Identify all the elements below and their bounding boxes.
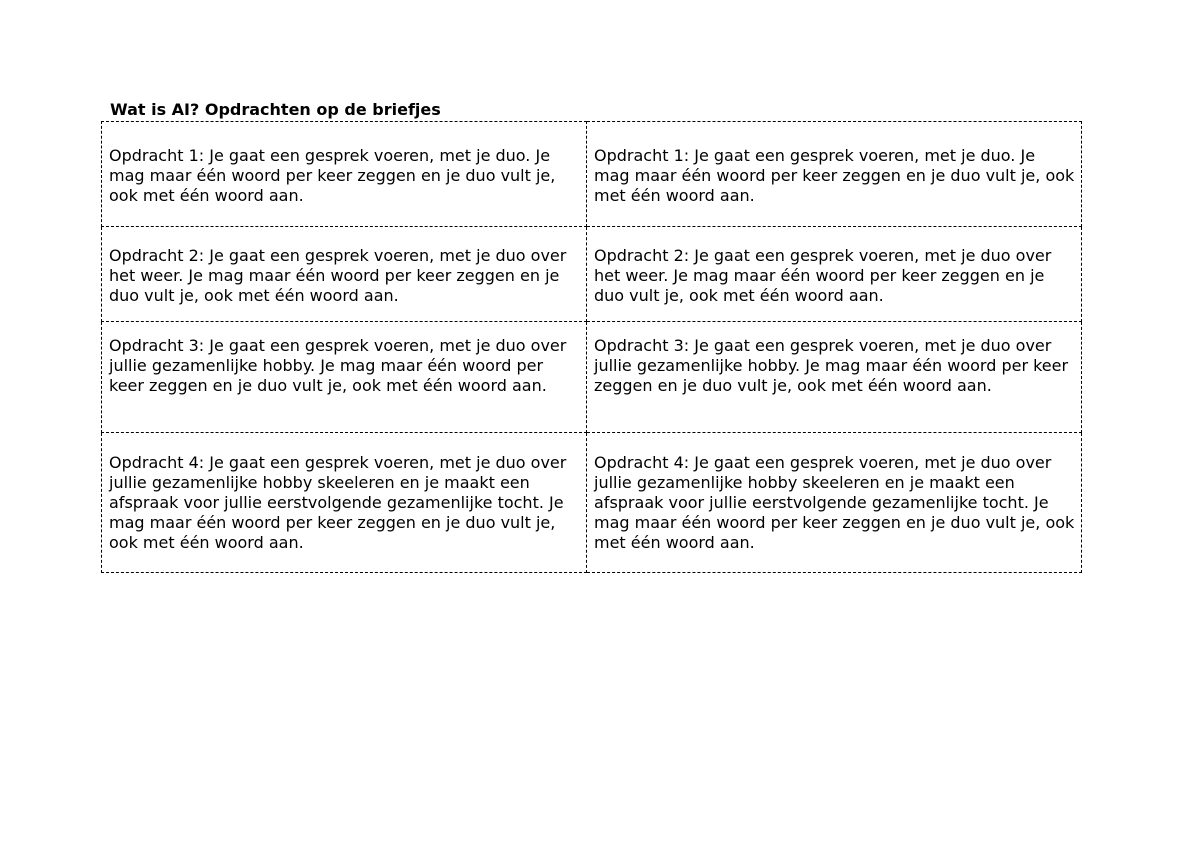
- assignment-card-3-right: Opdracht 3: Je gaat een gesprek voeren, met je duo over jullie gezamenlijke hobby. Je mag maar één woord per keer zeggen en je duo vult je, ook met één woord aan.: [587, 322, 1082, 433]
- assignment-card-2-left: Opdracht 2: Je gaat een gesprek voeren, met je duo over het weer. Je mag maar één woord per keer zeggen en je duo vult je, ook met één woord aan.: [102, 227, 587, 322]
- assignment-card-1-right: Opdracht 1: Je gaat een gesprek voeren, met je duo. Je mag maar één woord per keer zeggen en je duo vult je, ook met één woord aan.: [587, 122, 1082, 227]
- table-row: [102, 122, 1082, 227]
- assignment-card-4-left: Opdracht 4: Je gaat een gesprek voeren, met je duo over jullie gezamenlijke hobby skeeleren en je maakt een afspraak voor jullie eerstvolgende gezamenlijke tocht. Je mag maar één woord per keer zeggen en je duo vult je, ook met één woord aan.: [102, 433, 587, 573]
- assignment-card-2-right: Opdracht 2: Je gaat een gesprek voeren, met je duo over het weer. Je mag maar één woord per keer zeggen en je duo vult je, ook met één woord aan.: [587, 227, 1082, 322]
- table-row: [102, 433, 1082, 573]
- page-title: Wat is AI? Opdrachten op de briefjes: [110, 100, 441, 119]
- assignment-cards-table: [101, 121, 1082, 573]
- table-row: [102, 227, 1082, 322]
- assignment-card-4-right: Opdracht 4: Je gaat een gesprek voeren, met je duo over jullie gezamenlijke hobby skeeleren en je maakt een afspraak voor jullie eerstvolgende gezamenlijke tocht. Je mag maar één woord per keer zeggen en je duo vult je, ook met één woord aan.: [587, 433, 1082, 573]
- assignment-card-3-left: Opdracht 3: Je gaat een gesprek voeren, met je duo over jullie gezamenlijke hobby. Je mag maar één woord per keer zeggen en je duo vult je, ook met één woord aan.: [102, 322, 587, 433]
- assignment-card-1-left: Opdracht 1: Je gaat een gesprek voeren, met je duo. Je mag maar één woord per keer zeggen en je duo vult je, ook met één woord aan.: [102, 122, 587, 227]
- table-row: [102, 322, 1082, 433]
